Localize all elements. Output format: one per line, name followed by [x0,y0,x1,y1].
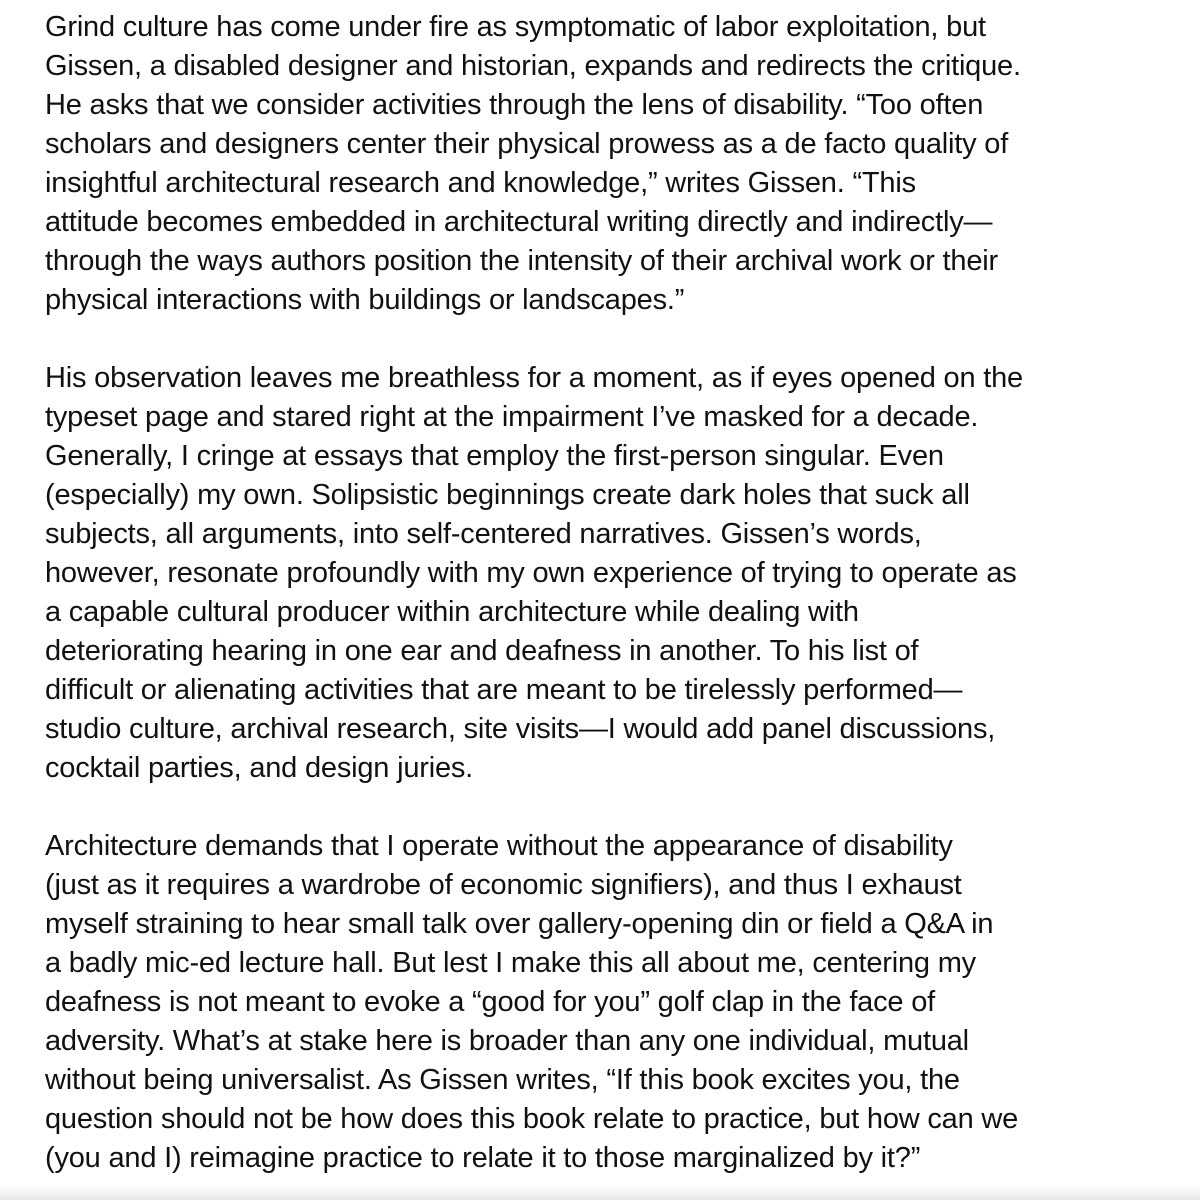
text-line: typeset page and stared right at the impairment I’ve masked for a decade. [45,401,979,433]
text-line: insightful architectural research and knowledge,” writes Gissen. “This [45,167,916,199]
text-line: Architecture demands that I operate without the appearance of disability [45,830,953,862]
text-line: (you and I) reimagine practice to relate it to those marginalized by it?” [45,1142,921,1174]
text-line: without being universalist. As Gissen writes, “If this book excites you, the [45,1064,960,1096]
text-line: Generally, I cringe at essays that employ the first-person singular. Even [45,440,944,472]
text-line: He asks that we consider activities through the lens of disability. “Too often [45,89,984,121]
text-line: myself straining to hear small talk over gallery-opening din or field a Q&A in [45,908,994,940]
paragraph-3 [45,827,1175,1178]
article-body [45,8,1175,1178]
text-line: a capable cultural producer within architecture while dealing with [45,596,859,628]
bottom-edge-shadow [0,1186,1200,1200]
text-line: through the ways authors position the intensity of their archival work or their [45,245,998,277]
paragraph-1 [45,8,1175,320]
text-line: attitude becomes embedded in architectural writing directly and indirectly— [45,206,993,238]
text-line: deteriorating hearing in one ear and deafness in another. To his list of [45,635,919,667]
text-line: difficult or alienating activities that are meant to be tirelessly performed— [45,674,963,706]
text-line: Gissen, a disabled designer and historian, expands and redirects the critique. [45,50,1021,82]
text-line: His observation leaves me breathless for a moment, as if eyes opened on the [45,362,1023,394]
text-line: cocktail parties, and design juries. [45,752,474,784]
text-line: a badly mic-ed lecture hall. But lest I make this all about me, centering my [45,947,976,979]
text-line: (just as it requires a wardrobe of economic signifiers), and thus I exhaust [45,869,962,901]
text-line: question should not be how does this book relate to practice, but how can we [45,1103,1019,1135]
text-line: (especially) my own. Solipsistic beginnings create dark holes that suck all [45,479,970,511]
text-line: physical interactions with buildings or landscapes.” [45,284,685,316]
text-line: deafness is not meant to evoke a “good for you” golf clap in the face of [45,986,935,1018]
text-line: studio culture, archival research, site visits—I would add panel discussions, [45,713,996,745]
text-line: scholars and designers center their physical prowess as a de facto quality of [45,128,1009,160]
text-line: however, resonate profoundly with my own experience of trying to operate as [45,557,1017,589]
text-line: adversity. What’s at stake here is broader than any one individual, mutual [45,1025,969,1057]
paragraph-2 [45,359,1175,788]
text-line: subjects, all arguments, into self-centered narratives. Gissen’s words, [45,518,922,550]
text-line: Grind culture has come under fire as symptomatic of labor exploitation, but [45,11,986,43]
